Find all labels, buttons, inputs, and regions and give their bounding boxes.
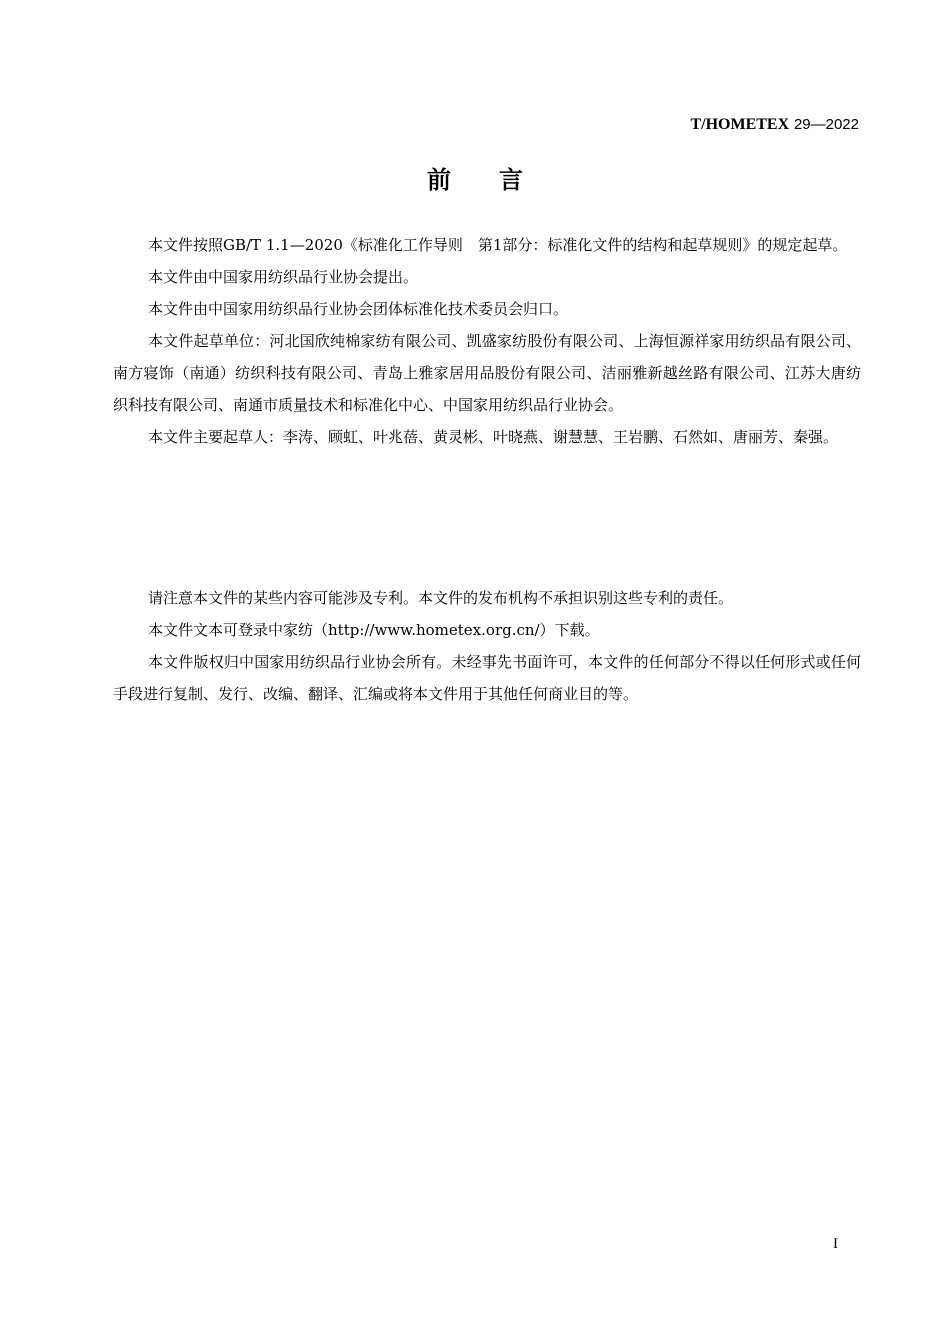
paragraph-copyright: 本文件版权归中国家用纺织品行业协会所有。未经事先书面许可，本文件的任何部分不得以任何形式或任何手段进行复制、发行、改编、翻译、汇编或将本文件用于其他任何商业目的等。 bbox=[113, 653, 861, 703]
page-number: I bbox=[833, 1236, 838, 1252]
standard-prefix: T/HOMETEX bbox=[690, 116, 790, 133]
paragraph-proposer: 本文件由中国家用纺织品行业协会提出。 bbox=[148, 268, 419, 286]
foreword-section bbox=[113, 229, 861, 453]
paragraph-download: 本文件文本可登录中家纺（http://www.hometex.org.cn/）下载。 bbox=[148, 621, 600, 639]
paragraph-patent-notice: 请注意本文件的某些内容可能涉及专利。本文件的发布机构不承担识别这些专利的责任。 bbox=[148, 589, 734, 607]
standard-number: 29—2022 bbox=[793, 116, 859, 133]
paragraph-drafters: 本文件主要起草人：李涛、顾虹、叶兆蓓、黄灵彬、叶晓燕、谢慧慧、王岩鹏、石然如、唐丽芳、秦强。 bbox=[148, 428, 839, 446]
standard-code bbox=[690, 114, 859, 135]
paragraph-committee: 本文件由中国家用纺织品行业协会团体标准化技术委员会归口。 bbox=[148, 300, 569, 318]
page-title: 前言 bbox=[427, 166, 571, 194]
paragraph-drafting-units: 本文件起草单位：河北国欣纯棉家纺有限公司、凯盛家纺股份有限公司、上海恒源祥家用纺织品有限公司、南方寝饰（南通）纺织科技有限公司、青岛上雅家居用品股份有限公司、洁丽雅新越丝路有限公司、江苏大唐纺织科技有限公司、南通市质量技术和标准化中心、中国家用纺织品行业协会。 bbox=[113, 332, 861, 414]
notice-section bbox=[113, 582, 861, 710]
paragraph-drafting-rules: 本文件按照GB/T 1.1—2020《标准化工作导则 第1部分：标准化文件的结构和起草规则》的规定起草。 bbox=[148, 236, 848, 254]
